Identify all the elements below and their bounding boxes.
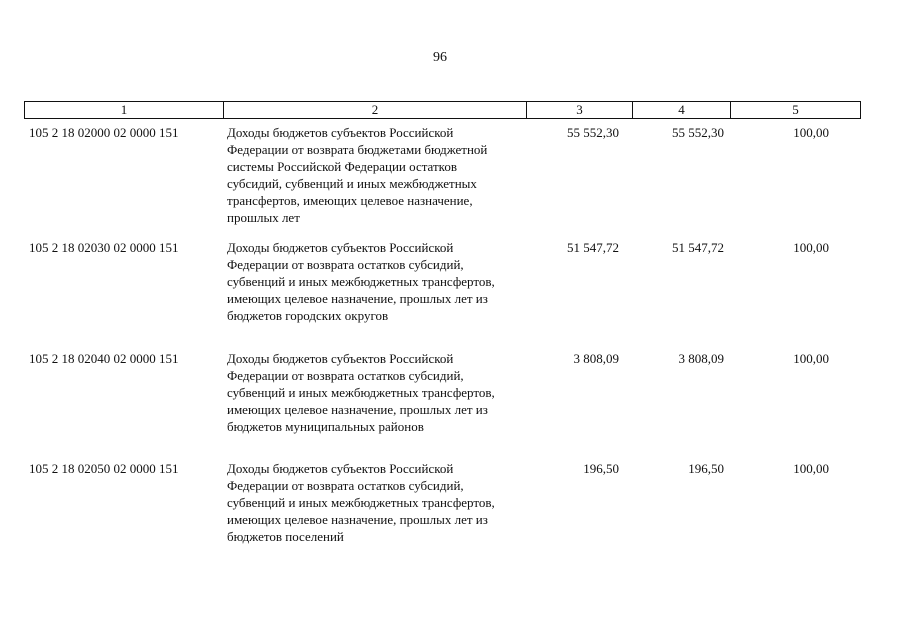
description-line: Доходы бюджетов субъектов Российской: [227, 461, 454, 476]
value-col-4: 3 808,09: [678, 351, 724, 366]
header-col-3: 3: [527, 102, 633, 119]
budget-code: 105 2 18 02000 02 0000 151: [29, 125, 179, 140]
row-description: [227, 350, 527, 435]
row-description: [227, 124, 527, 226]
description-line: бюджетов муниципальных районов: [227, 419, 424, 434]
description-line: бюджетов городских округов: [227, 308, 389, 323]
description-line: Доходы бюджетов субъектов Российской: [227, 240, 454, 255]
description-line: бюджетов поселений: [227, 529, 344, 544]
budget-code: 105 2 18 02030 02 0000 151: [29, 240, 179, 255]
description-line: субсидий, субвенций и иных межбюджетных: [227, 176, 477, 191]
description-line: субвенций и иных межбюджетных трансфертов,: [227, 274, 495, 289]
page-number: 96: [433, 50, 447, 65]
value-col-5: 100,00: [793, 240, 829, 255]
description-line: субвенций и иных межбюджетных трансфертов,: [227, 495, 495, 510]
value-col-5: 100,00: [793, 125, 829, 140]
value-col-4: 196,50: [688, 461, 724, 476]
budget-code: 105 2 18 02050 02 0000 151: [29, 461, 179, 476]
budget-code: 105 2 18 02040 02 0000 151: [29, 351, 179, 366]
value-col-3: 51 547,72: [567, 240, 619, 255]
table-header: [24, 101, 861, 119]
description-line: субвенций и иных межбюджетных трансфертов,: [227, 385, 495, 400]
value-col-4: 51 547,72: [672, 240, 724, 255]
row-description: [227, 460, 527, 545]
header-col-1: 1: [25, 102, 224, 119]
value-col-5: 100,00: [793, 351, 829, 366]
description-line: трансфертов, имеющих целевое назначение,: [227, 193, 473, 208]
header-col-4: 4: [633, 102, 731, 119]
row-description: [227, 239, 527, 324]
header-col-2: 2: [224, 102, 527, 119]
description-line: прошлых лет: [227, 210, 300, 225]
value-col-3: 3 808,09: [573, 351, 619, 366]
description-line: системы Российской Федерации остатков: [227, 159, 457, 174]
value-col-4: 55 552,30: [672, 125, 724, 140]
description-line: имеющих целевое назначение, прошлых лет из: [227, 512, 488, 527]
description-line: Доходы бюджетов субъектов Российской: [227, 125, 454, 140]
header-row: [25, 102, 861, 119]
description-line: имеющих целевое назначение, прошлых лет из: [227, 402, 488, 417]
description-line: Федерации от возврата остатков субсидий,: [227, 257, 464, 272]
value-col-3: 196,50: [583, 461, 619, 476]
value-col-5: 100,00: [793, 461, 829, 476]
description-line: имеющих целевое назначение, прошлых лет из: [227, 291, 488, 306]
value-col-3: 55 552,30: [567, 125, 619, 140]
header-col-5: 5: [731, 102, 861, 119]
description-line: Федерации от возврата бюджетами бюджетной: [227, 142, 488, 157]
description-line: Федерации от возврата остатков субсидий,: [227, 368, 464, 383]
description-line: Доходы бюджетов субъектов Российской: [227, 351, 454, 366]
description-line: Федерации от возврата остатков субсидий,: [227, 478, 464, 493]
